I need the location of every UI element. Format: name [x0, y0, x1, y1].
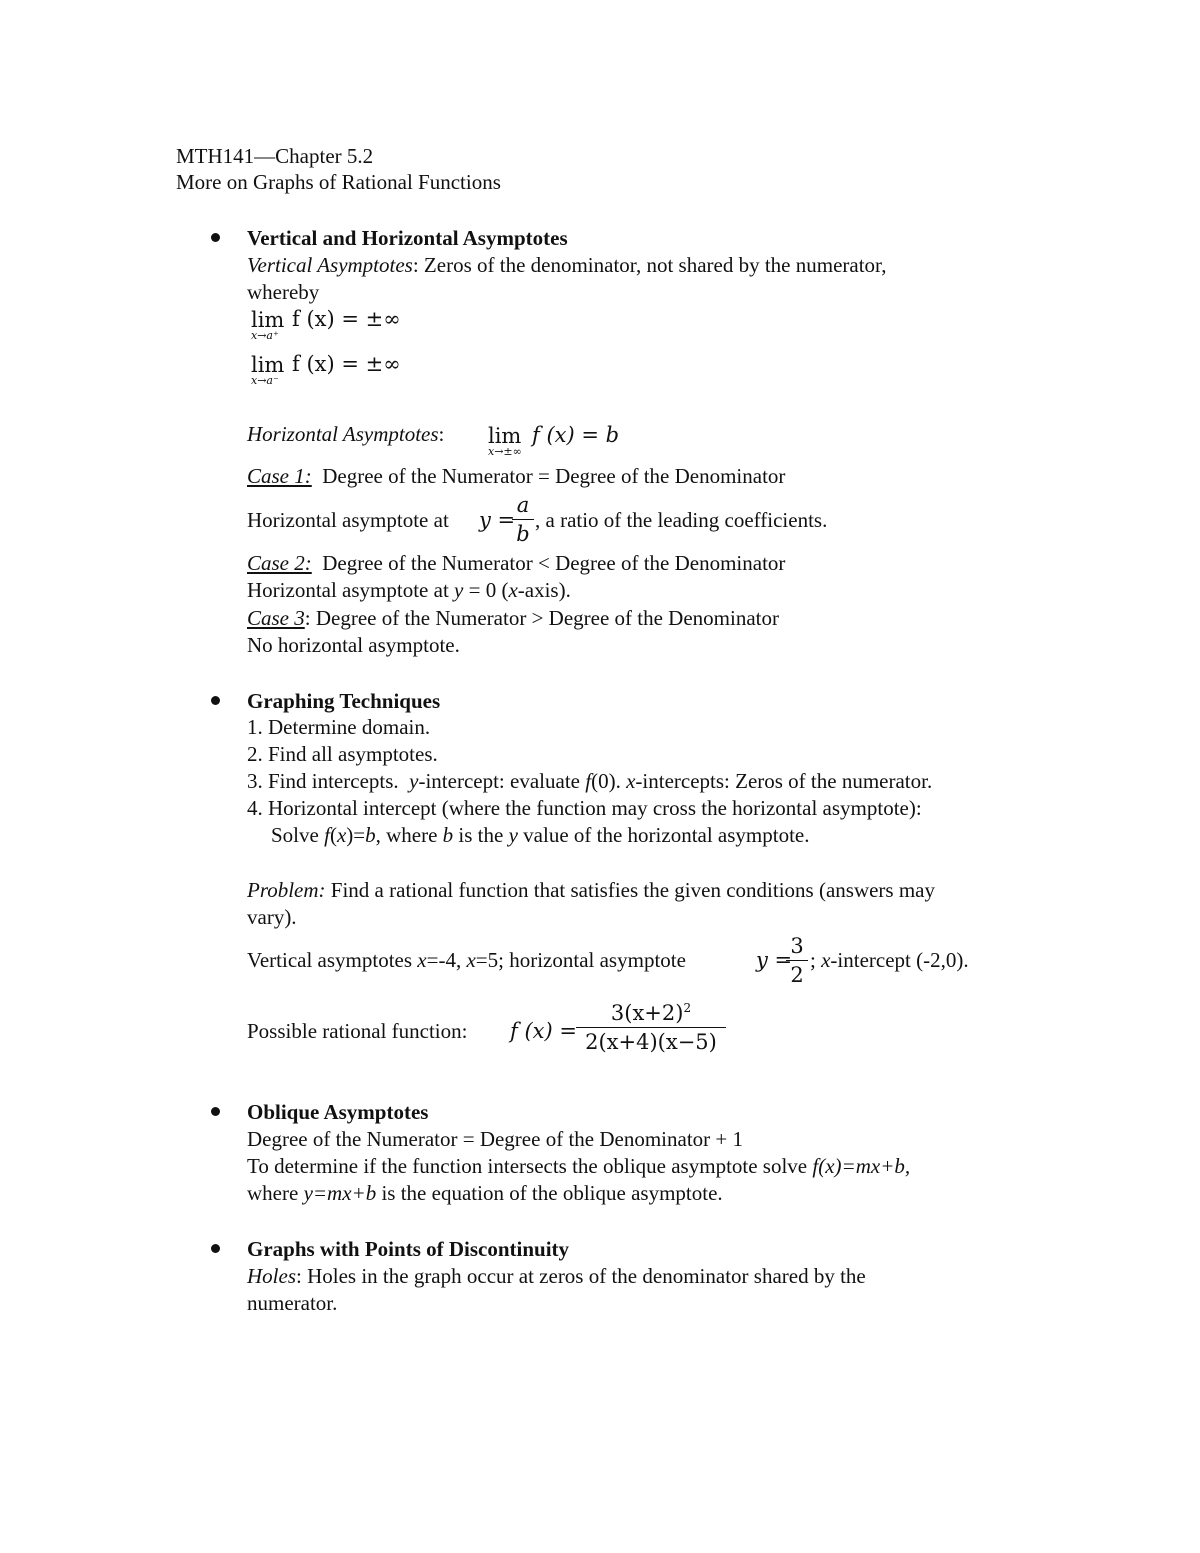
- va-line-x2: x: [466, 948, 476, 972]
- section-heading-asymptotes: Vertical and Horizontal Asymptotes: [247, 226, 568, 250]
- limit-left-expression: f (x) = ±∞: [292, 352, 401, 376]
- va-text-continued: whereby: [247, 280, 320, 304]
- case-1-asymptote-pre: Horizontal asymptote at: [247, 508, 449, 532]
- ha-label: Horizontal Asymptotes: [247, 422, 439, 446]
- possible-function-lhs: f (x) =: [510, 1019, 577, 1043]
- line2-eq: f(x)=mx+b,: [812, 1154, 911, 1178]
- step-4b-f: f: [324, 823, 330, 847]
- holes-label: Holes: [247, 1264, 296, 1288]
- bullet-icon: [211, 1244, 220, 1253]
- step-3-y: y: [409, 769, 419, 793]
- case-3: [247, 605, 779, 632]
- possible-function-label: Possible rational function:: [247, 1019, 468, 1043]
- holes-text-continued: numerator.: [247, 1291, 338, 1315]
- line3-a: where: [247, 1181, 299, 1205]
- page-subtitle: More on Graphs of Rational Functions: [176, 170, 501, 194]
- lim-word: lim: [488, 424, 522, 448]
- case-3-text: : Degree of the Numerator > Degree of the Denominator: [304, 606, 779, 630]
- conditions-line-end: [810, 947, 969, 974]
- case-2-y: y: [454, 578, 464, 602]
- problem-statement: [247, 877, 935, 904]
- case-1-label: Case 1:: [247, 464, 312, 488]
- step-3-f: f: [585, 769, 592, 793]
- problem-text-continued: vary).: [247, 905, 297, 929]
- possible-function-fraction: [576, 1000, 726, 1055]
- lim-subscript: x→a⁺: [251, 329, 279, 342]
- va-line-d: ;: [810, 948, 816, 972]
- step-3: [247, 768, 932, 795]
- va-line-x3: x: [821, 948, 831, 972]
- case-2-end: -axis).: [517, 578, 571, 602]
- step-3-d: -intercepts: Zeros of the numerator.: [635, 769, 933, 793]
- case-2: [247, 550, 785, 577]
- limit-infinity-expression: f (x) = b: [532, 423, 620, 447]
- va-line-a: Vertical asymptotes: [247, 948, 413, 972]
- lim-subscript: x→a⁻: [251, 374, 279, 387]
- step-3-c: (0).: [591, 769, 621, 793]
- limit-right-expression: f (x) = ±∞: [292, 307, 401, 331]
- fraction-numerator: [576, 1000, 726, 1026]
- line2-a: To determine if the function intersects the oblique asymptote solve: [247, 1154, 808, 1178]
- step-1: 1. Determine domain.: [247, 715, 431, 739]
- lim-word: lim: [251, 308, 285, 332]
- case-2-text: Degree of the Numerator < Degree of the Denominator: [322, 551, 786, 575]
- fraction-numerator: a: [516, 493, 530, 517]
- oblique-degree-rule: Degree of the Numerator = Degree of the Denominator + 1: [247, 1127, 743, 1151]
- step-3-a: 3. Find intercepts.: [247, 769, 399, 793]
- section-heading-oblique: Oblique Asymptotes: [247, 1100, 429, 1124]
- case-1: [247, 463, 785, 490]
- oblique-equation: [247, 1180, 723, 1207]
- oblique-intersection: [247, 1153, 910, 1180]
- problem-label: Problem:: [247, 878, 326, 902]
- lim-word: lim: [251, 353, 285, 377]
- fraction-denominator: 2: [790, 963, 804, 987]
- case-2-asymptote: [247, 577, 571, 604]
- va-text: : Zeros of the denominator, not shared by the numerator,: [412, 253, 887, 277]
- case-1-asymptote-post: , a ratio of the leading coefficients.: [535, 508, 828, 532]
- step-4b-y: y: [508, 823, 518, 847]
- fraction-bar: [512, 519, 534, 520]
- numerator-exponent: 2: [683, 1001, 692, 1015]
- step-4b-a: Solve: [271, 823, 319, 847]
- case-3-label: Case 3: [247, 606, 305, 630]
- case-2-pre: Horizontal asymptote at: [247, 578, 449, 602]
- holes-definition: [247, 1263, 866, 1290]
- case-1-y: y =: [479, 508, 516, 532]
- line3-b: is the equation of the oblique asymptote.: [381, 1181, 723, 1205]
- va-line-b: =-4,: [426, 948, 462, 972]
- step-3-x: x: [626, 769, 636, 793]
- step-4b-g: value of the horizontal asymptote.: [523, 823, 810, 847]
- line3-eq: y=mx+b: [303, 1181, 377, 1205]
- condition-y: y =: [756, 948, 793, 972]
- step-4b-b-var: b: [365, 823, 376, 847]
- numerator-text: 3(x+2): [610, 1001, 684, 1025]
- bullet-icon: [211, 1107, 220, 1116]
- bullet-icon: [211, 233, 220, 242]
- bullet-icon: [211, 696, 220, 705]
- step-4b-x: x: [336, 823, 347, 847]
- step-4-continued: [271, 822, 810, 849]
- case-3-asymptote: No horizontal asymptote.: [247, 633, 460, 657]
- step-4b-e: is the: [458, 823, 504, 847]
- conditions-line: [247, 947, 686, 974]
- case-2-x: x: [508, 578, 518, 602]
- case-2-label: Case 2:: [247, 551, 312, 575]
- step-4b-c: )=: [346, 823, 366, 847]
- lim-subscript: x→±∞: [488, 445, 522, 458]
- case-2-mid: = 0 (: [468, 578, 509, 602]
- problem-text: Find a rational function that satisfies the given conditions (answers may: [330, 878, 935, 902]
- va-line-e: -intercept (-2,0).: [830, 948, 969, 972]
- case-1-text: Degree of the Numerator = Degree of the Denominator: [322, 464, 786, 488]
- course-title: MTH141—Chapter 5.2: [176, 144, 374, 168]
- fraction-three-halves: [786, 933, 808, 988]
- step-4: 4. Horizontal intercept (where the function may cross the horizontal asymptote):: [247, 796, 922, 820]
- step-4b-b: (: [329, 823, 337, 847]
- vertical-asymptotes-definition: [247, 252, 886, 279]
- va-line-x1: x: [417, 948, 427, 972]
- ratio-a-over-b: [512, 492, 534, 547]
- fraction-numerator: 3: [790, 934, 804, 958]
- step-2: 2. Find all asymptotes.: [247, 742, 438, 766]
- va-label: Vertical Asymptotes: [247, 253, 413, 277]
- ha-colon: :: [438, 422, 445, 446]
- fraction-bar: [786, 960, 808, 961]
- step-3-b: -intercept: evaluate: [418, 769, 580, 793]
- va-line-c: =5; horizontal asymptote: [475, 948, 686, 972]
- section-heading-discontinuity: Graphs with Points of Discontinuity: [247, 1237, 570, 1261]
- horizontal-asymptotes-definition: [247, 421, 444, 448]
- step-4b-b-var2: b: [442, 823, 454, 847]
- fraction-denominator: b: [516, 522, 530, 546]
- fraction-denominator: 2(x+4)(x−5): [585, 1030, 717, 1054]
- fraction-bar: [576, 1027, 726, 1028]
- holes-text: : Holes in the graph occur at zeros of the denominator shared by the: [296, 1264, 866, 1288]
- step-4b-d: , where: [375, 823, 438, 847]
- section-heading-graphing: Graphing Techniques: [247, 689, 441, 713]
